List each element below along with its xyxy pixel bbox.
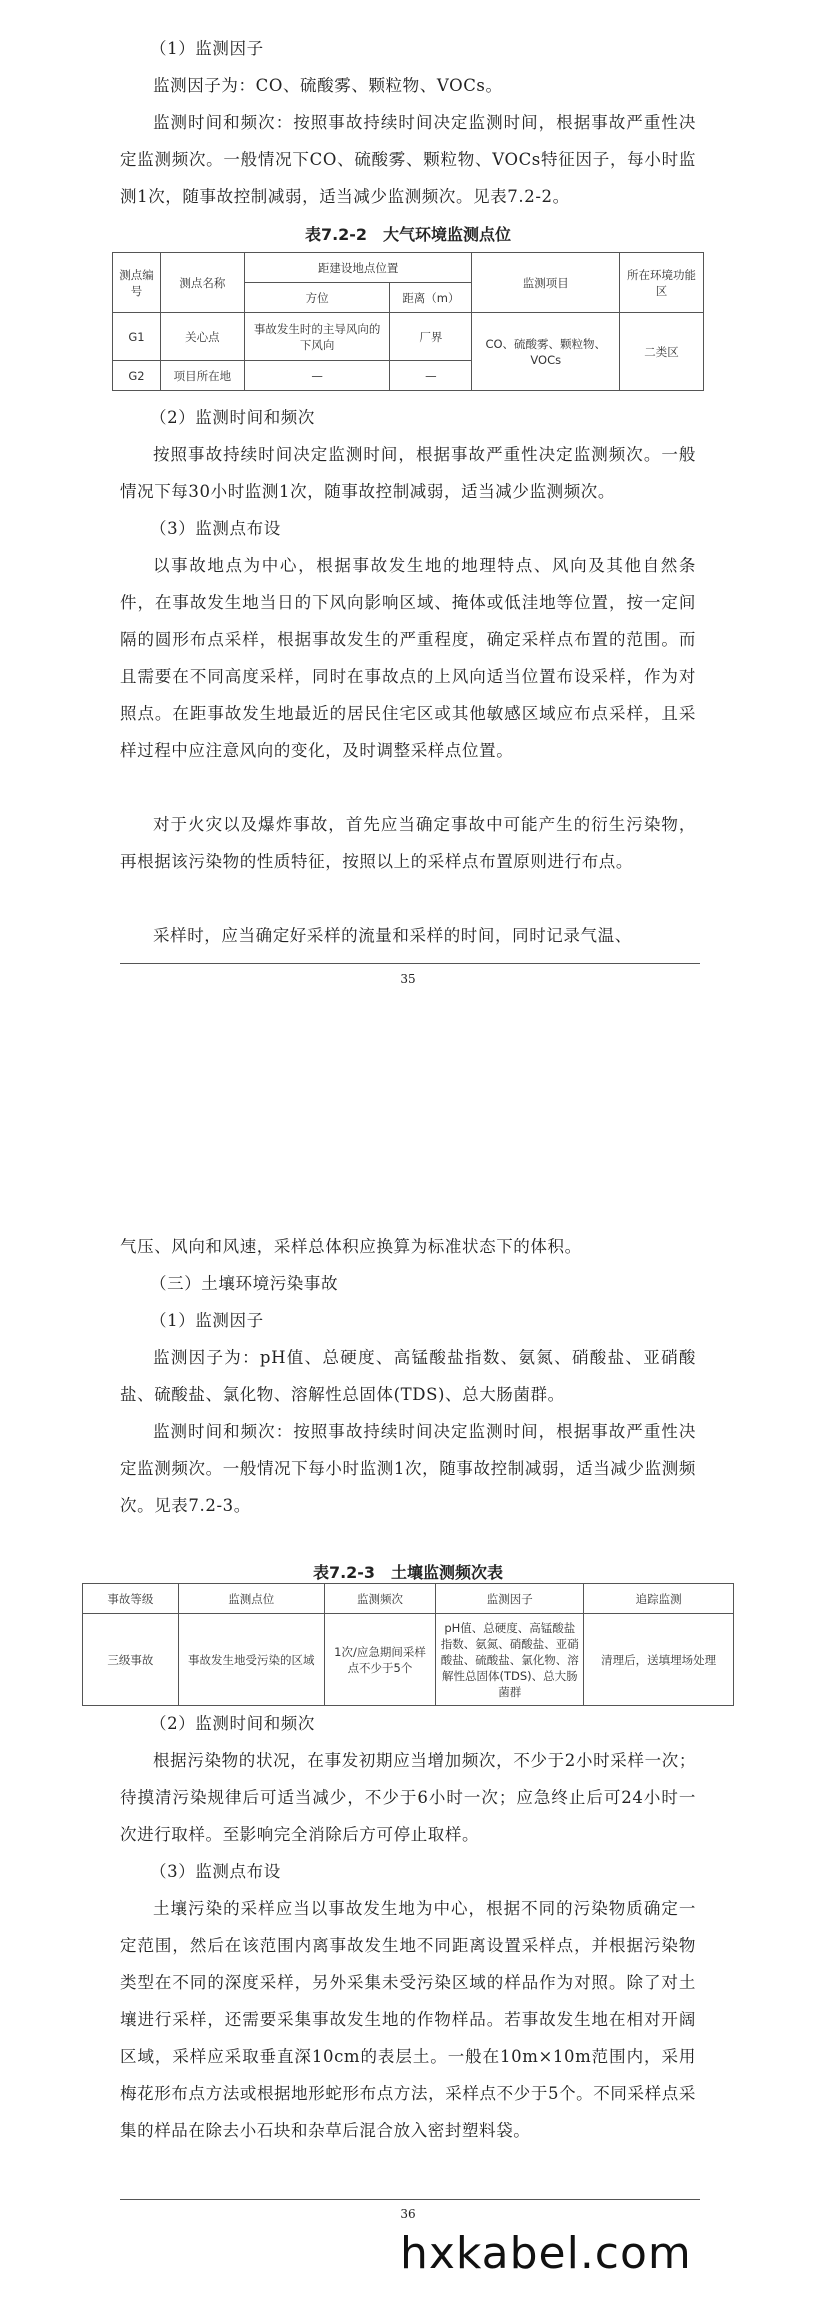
table-header-row [113,253,704,283]
table-cell: 清理后，送填埋场处理 [584,1614,734,1706]
document-page-35 [0,0,816,1080]
section-heading: （2）监测时间和频次 [150,1714,315,1733]
header-cell: 所在环境功能区 [620,253,704,313]
header-cell: 事故等级 [83,1584,179,1614]
table-cell: — [390,361,472,391]
page-number: 36 [400,2207,416,2221]
table-cell: G2 [113,361,161,391]
header-cell: 追踪监测 [584,1584,734,1614]
page-number: 35 [400,972,416,986]
air-monitoring-table [112,252,704,391]
document-page-36 [0,1180,816,2322]
paragraph: 以事故地点为中心，根据事故发生地的地理特点、风向及其他自然条件，在事故发生地当日的下风向影响区域、掩体或低洼地等位置，按一定间隔的圆形布点采样，根据事故发生的严重程度，确定采样点布置的范围。而且需要在不同高度采样，同时在事故点的上风向适当位置布设采样，作为对照点。在距事故发生地最近的居民住宅区或其他敏感区域应布点采样，且采样过程中应注意风向的变化，及时调整采样点位置。 [120,556,696,760]
table-header-row [83,1584,734,1614]
header-cell: 监测因子 [436,1584,584,1614]
table-row [113,313,704,361]
table-caption: 表7.2-3 土壤监测频次表 [312,1563,504,1582]
section-heading: （3）监测点布设 [150,1862,281,1881]
table-cell: 项目所在地 [160,361,244,391]
header-cell: 方位 [244,283,390,313]
paragraph: 对于火灾以及爆炸事故，首先应当确定事故中可能产生的衍生污染物，再根据该污染物的性质特征，按照以上的采样点布置原则进行布点。 [120,815,696,871]
table-cell: 事故发生时的主导风向的下风向 [244,313,390,361]
footer-divider [120,963,700,964]
table-cell: 关心点 [160,313,244,361]
table-cell: 二类区 [620,313,704,391]
watermark-text: hxkabel.com [400,2228,692,2279]
paragraph: 土壤污染的采样应当以事故发生地为中心，根据不同的污染物质确定一定范围，然后在该范围内离事故发生地不同距离设置采样点，并根据污染物类型在不同的深度采样，另外采集未受污染区域的样品作为对照。除了对土壤进行采样，还需要采集事故发生地的作物样品。若事故发生地在相对开阔区域，采样应采取垂直深10cm的表层土。一般在10m×10m范围内，采用梅花形布点方法或根据地形蛇形布点方法，采样点不少于5个。不同采样点采集的样品在除去小石块和杂草后混合放入密封塑料袋。 [120,1899,696,2140]
table-cell: — [244,361,390,391]
header-cell: 测点编号 [113,253,161,313]
soil-monitoring-table [82,1583,734,1706]
table-caption: 表7.2-2 大气环境监测点位 [304,225,512,244]
footer-divider [120,2199,700,2200]
header-cell: 监测点位 [178,1584,324,1614]
header-cell: 监测频次 [324,1584,436,1614]
header-cell: 距离（m） [390,283,472,313]
paragraph: 气压、风向和风速，采样总体积应换算为标准状态下的体积。 [120,1237,582,1256]
section-heading: （2）监测时间和频次 [150,408,315,427]
header-cell: 距建设地点位置 [244,253,472,283]
paragraph: 监测时间和频次：按照事故持续时间决定监测时间，根据事故严重性决定监测频次。一般情况下每小时监测1次，随事故控制减弱，适当减少监测频次。见表7.2-3。 [120,1422,696,1515]
header-cell: 监测项目 [472,253,620,313]
paragraph: 采样时，应当确定好采样的流量和采样的时间，同时记录气温、 [153,926,632,945]
paragraph: 根据污染物的状况，在事发初期应当增加频次，不少于2小时采样一次；待摸清污染规律后可适当减少，不少于6小时一次；应急终止后可24小时一次进行取样。至影响完全消除后方可停止取样。 [120,1751,696,1844]
paragraph: 监测因子为：CO、硫酸雾、颗粒物、VOCs。 [153,76,503,95]
paragraph: 按照事故持续时间决定监测时间，根据事故严重性决定监测频次。一般情况下每30小时监测1次，随事故控制减弱，适当减少监测频次。 [120,445,696,501]
table-cell: 1次/应急期间采样点不少于5个 [324,1614,436,1706]
section-heading: （1）监测因子 [150,1311,264,1330]
table-row [83,1614,734,1706]
table-cell: 厂界 [390,313,472,361]
section-heading: （3）监测点布设 [150,519,281,538]
table-cell: G1 [113,313,161,361]
section-heading: （1）监测因子 [150,39,264,58]
paragraph: 监测因子为：pH值、总硬度、高锰酸盐指数、氨氮、硝酸盐、亚硝酸盐、硫酸盐、氯化物、溶解性总固体(TDS)、总大肠菌群。 [120,1348,696,1404]
table-cell: CO、硫酸雾、颗粒物、VOCs [472,313,620,391]
paragraph: 监测时间和频次：按照事故持续时间决定监测时间，根据事故严重性决定监测频次。一般情况下CO、硫酸雾、颗粒物、VOCs特征因子，每小时监测1次，随事故控制减弱，适当减少监测频次。见表7.2-2。 [120,113,696,206]
section-heading: （三）土壤环境污染事故 [150,1274,339,1293]
table-cell: 三级事故 [83,1614,179,1706]
table-cell: 事故发生地受污染的区域 [178,1614,324,1706]
table-cell: pH值、总硬度、高锰酸盐指数、氨氮、硝酸盐、亚硝酸盐、硫酸盐、氯化物、溶解性总固体(TDS)、总大肠菌群 [436,1614,584,1706]
header-cell: 测点名称 [160,253,244,313]
